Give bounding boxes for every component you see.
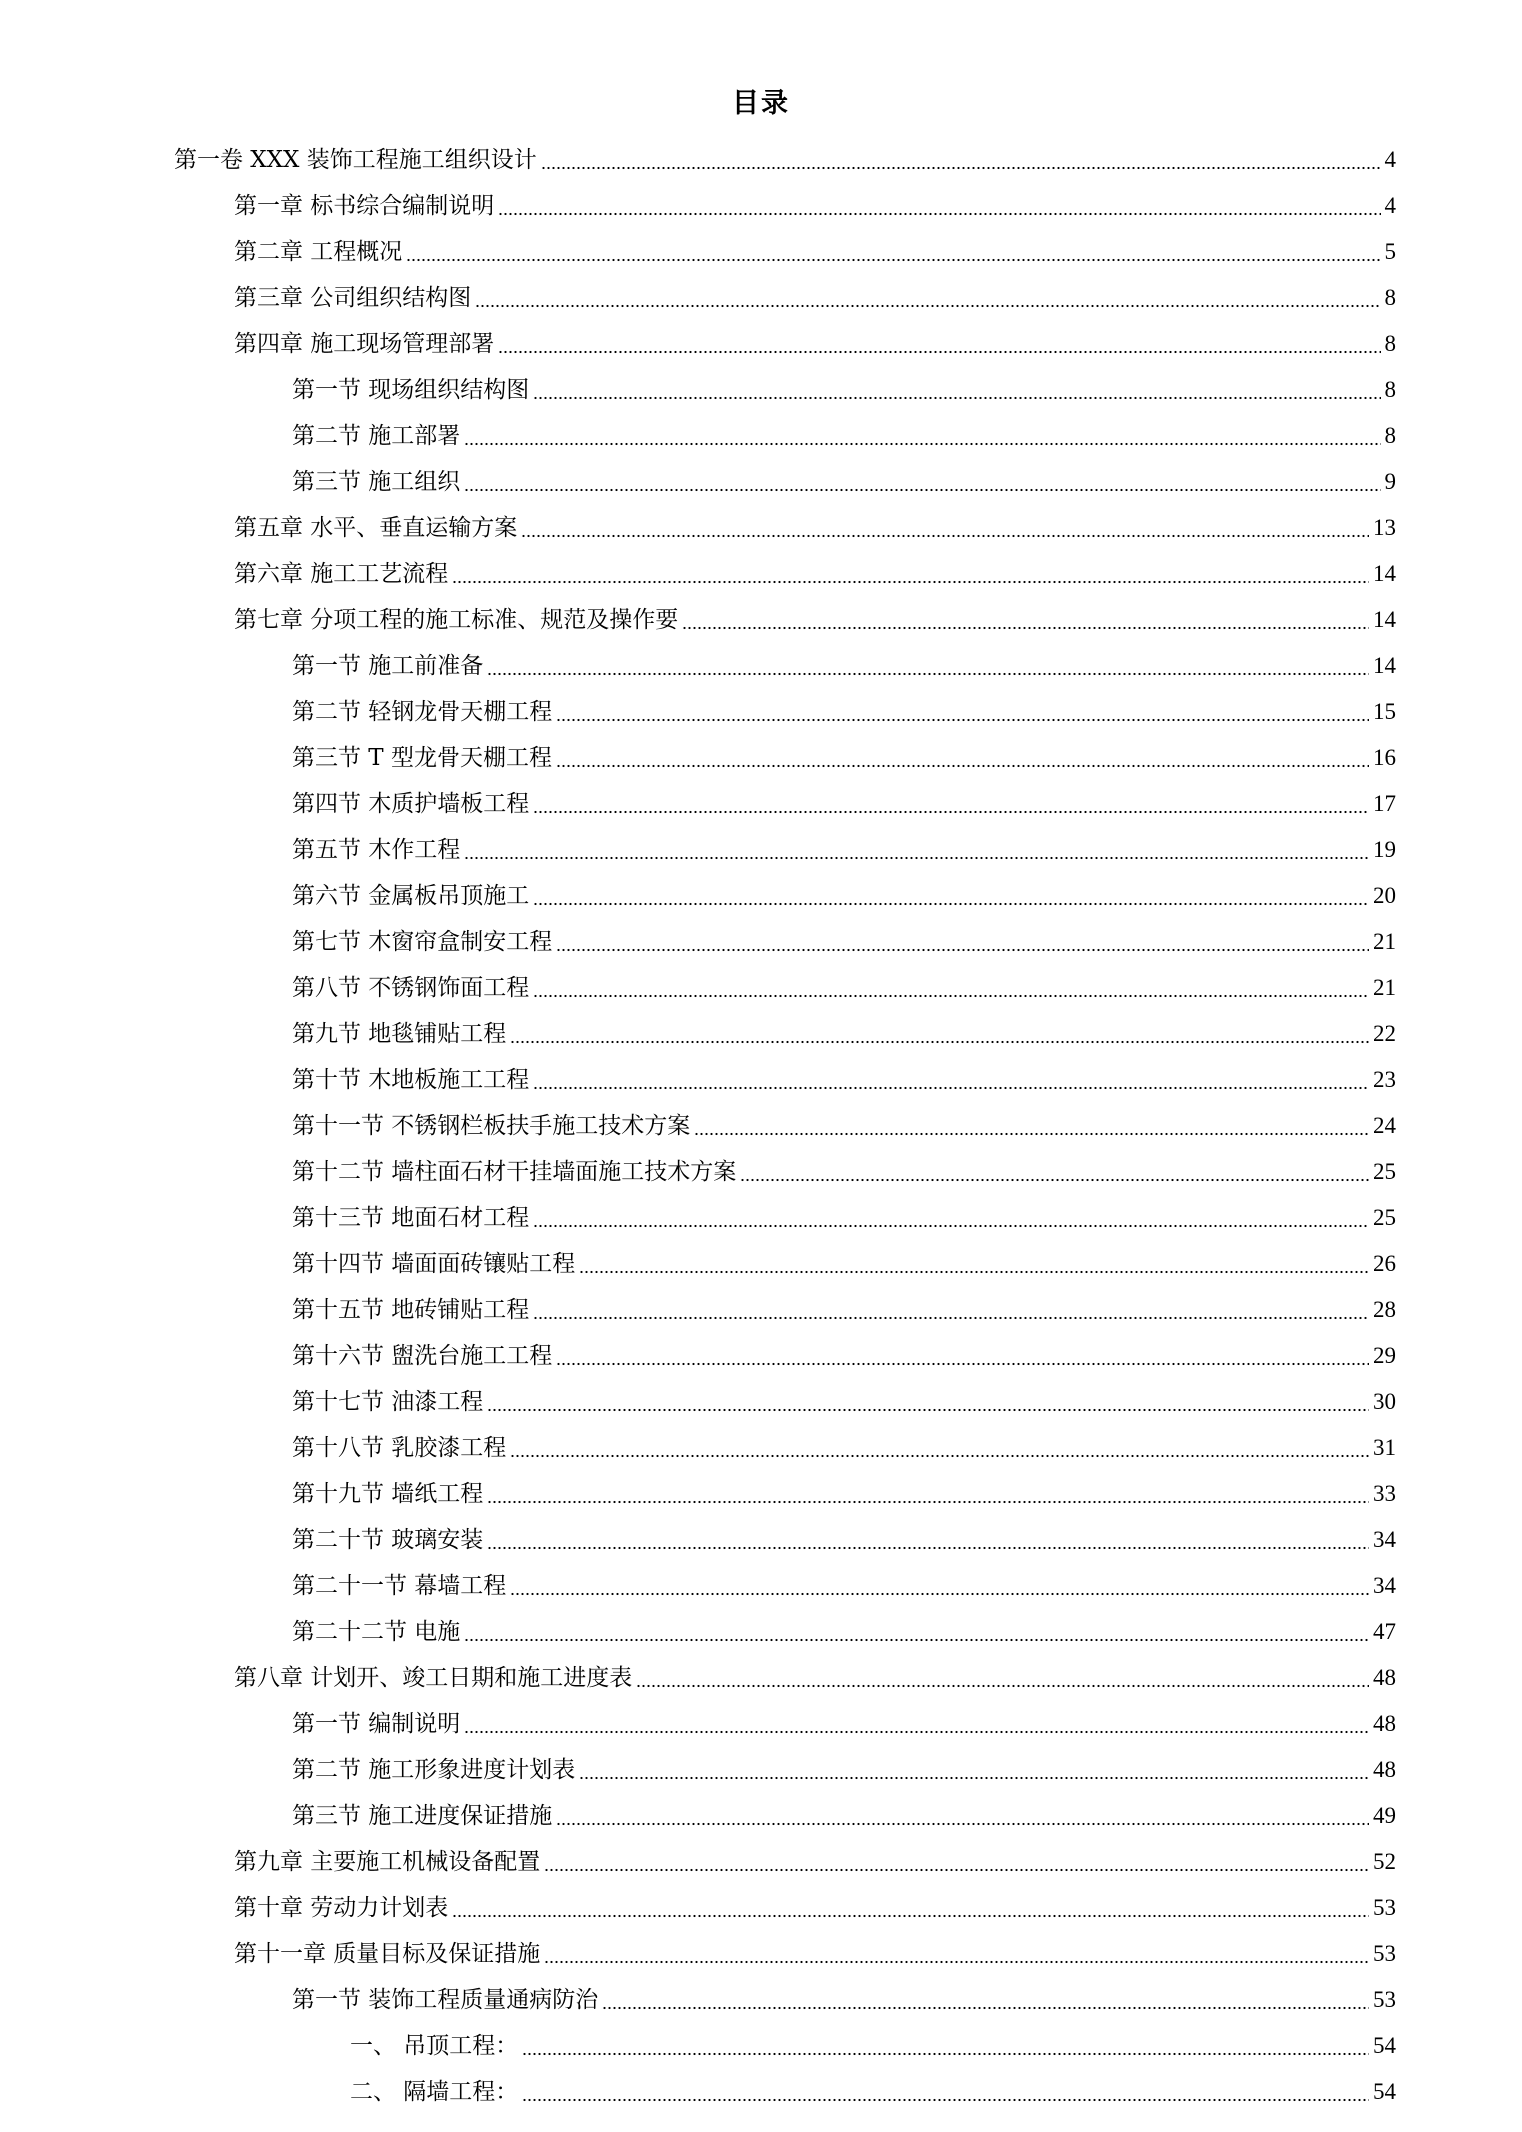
- dot-leader: [556, 697, 1369, 727]
- dot-leader: [533, 973, 1369, 1003]
- toc-entry-text: 第十四节 墙面面砖镶贴工程: [292, 1251, 576, 1277]
- dot-leader: [464, 1617, 1369, 1647]
- toc-entry-text: 第二十一节 幕墙工程: [292, 1573, 507, 1599]
- dot-leader: [740, 1157, 1369, 1187]
- toc-entry-text: 第一节 编制说明: [292, 1711, 461, 1737]
- toc-entry[interactable]: [292, 637, 1522, 683]
- dot-leader: [464, 421, 1380, 451]
- toc-entry[interactable]: [234, 315, 1522, 361]
- toc-page-number: 8: [1384, 285, 1396, 310]
- dot-leader: [487, 1525, 1369, 1555]
- toc-page-number: 30: [1373, 1389, 1396, 1414]
- dot-leader: [521, 513, 1369, 543]
- toc-page-number: 34: [1373, 1573, 1396, 1598]
- toc-entry[interactable]: [234, 1833, 1522, 1879]
- toc-entry-text: 第一节 装饰工程质量通病防治: [292, 1987, 599, 2013]
- toc-entry[interactable]: [292, 821, 1522, 867]
- toc-page-number: 34: [1373, 1527, 1396, 1552]
- toc-entry-text: 第一节 现场组织结构图: [292, 377, 530, 403]
- toc-entry-text: 第二节 施工形象进度计划表: [292, 1757, 576, 1783]
- toc-entry[interactable]: [292, 729, 1522, 775]
- toc-entry-text: 第六章 施工工艺流程: [234, 561, 449, 587]
- dot-leader: [579, 1755, 1369, 1785]
- dot-leader: [544, 1939, 1369, 1969]
- dot-leader: [682, 605, 1369, 635]
- toc-entry[interactable]: [292, 361, 1522, 407]
- toc-entry[interactable]: [234, 545, 1522, 591]
- dot-leader: [452, 1893, 1369, 1923]
- dot-leader: [487, 1479, 1369, 1509]
- dot-leader: [636, 1663, 1369, 1693]
- toc-page-number: 49: [1373, 1803, 1396, 1828]
- toc-entry[interactable]: [292, 1419, 1522, 1465]
- dot-leader: [522, 2077, 1369, 2107]
- toc-entry[interactable]: [292, 959, 1522, 1005]
- toc-entry-text: 一、 吊顶工程：: [350, 2033, 519, 2059]
- dot-leader: [541, 145, 1381, 175]
- toc-entry-text: 第十三节 地面石材工程: [292, 1205, 530, 1231]
- dot-leader: [694, 1111, 1369, 1141]
- toc-page-number: 14: [1373, 607, 1396, 632]
- toc-entry-text: 第一章 标书综合编制说明: [234, 193, 495, 219]
- toc-page-number: 4: [1384, 193, 1396, 218]
- toc-page-number: 8: [1384, 423, 1396, 448]
- toc-page-number: 23: [1373, 1067, 1396, 1092]
- dot-leader: [556, 1341, 1369, 1371]
- toc-entry[interactable]: [292, 1281, 1522, 1327]
- toc-entry-text: 第八章 计划开、竣工日期和施工进度表: [234, 1665, 633, 1691]
- toc-entry[interactable]: [234, 223, 1522, 269]
- toc-entry-text: 第六节 金属板吊顶施工: [292, 883, 530, 909]
- toc-page-number: 8: [1384, 331, 1396, 356]
- toc-page-number: 19: [1373, 837, 1396, 862]
- toc-entry-text: 第十九节 墙纸工程: [292, 1481, 484, 1507]
- toc-entry[interactable]: [292, 683, 1522, 729]
- dot-leader: [464, 835, 1369, 865]
- toc-page-number: 33: [1373, 1481, 1396, 1506]
- toc-entry[interactable]: [234, 269, 1522, 315]
- toc-entry[interactable]: [292, 1695, 1522, 1741]
- toc-entry[interactable]: [292, 1373, 1522, 1419]
- dot-leader: [579, 1249, 1369, 1279]
- toc-entry-text: 第九节 地毯铺贴工程: [292, 1021, 507, 1047]
- toc-page-number: 53: [1373, 1941, 1396, 1966]
- dot-leader: [533, 1065, 1369, 1095]
- toc-entry[interactable]: [292, 1097, 1522, 1143]
- toc-entry[interactable]: [292, 775, 1522, 821]
- toc-entry-text: 第一节 施工前准备: [292, 653, 484, 679]
- toc-page-number: 13: [1373, 515, 1396, 540]
- toc-page-number: 20: [1373, 883, 1396, 908]
- dot-leader: [556, 927, 1369, 957]
- dot-leader: [556, 1801, 1369, 1831]
- toc-page-number: 53: [1373, 1895, 1396, 1920]
- toc-page-number: 9: [1384, 469, 1396, 494]
- toc-entry[interactable]: [234, 1649, 1522, 1695]
- toc-page-number: 25: [1373, 1159, 1396, 1184]
- toc-page-number: 17: [1373, 791, 1396, 816]
- toc-page-number: 25: [1373, 1205, 1396, 1230]
- toc-entry-text: 二、 隔墙工程：: [350, 2079, 519, 2105]
- dot-leader: [406, 237, 1380, 267]
- toc-list: [0, 131, 1522, 2109]
- toc-entry[interactable]: [292, 867, 1522, 913]
- toc-page-number: 54: [1373, 2079, 1396, 2104]
- toc-page-number: 28: [1373, 1297, 1396, 1322]
- toc-entry[interactable]: [234, 591, 1522, 637]
- toc-page-number: 53: [1373, 1987, 1396, 2012]
- toc-entry-text: 第十一章 质量目标及保证措施: [234, 1941, 541, 1967]
- toc-entry-text: 第二章 工程概况: [234, 239, 403, 265]
- toc-entry[interactable]: [234, 499, 1522, 545]
- toc-entry-text: 第五节 木作工程: [292, 837, 461, 863]
- dot-leader: [533, 789, 1369, 819]
- toc-entry[interactable]: [292, 1465, 1522, 1511]
- toc-entry-text: 第八节 不锈钢饰面工程: [292, 975, 530, 1001]
- toc-entry-text: 第七章 分项工程的施工标准、规范及操作要: [234, 607, 679, 633]
- toc-page-number: 21: [1373, 975, 1396, 1000]
- toc-page-number: 47: [1373, 1619, 1396, 1644]
- toc-entry-text: 第四章 施工现场管理部署: [234, 331, 495, 357]
- toc-entry-text: 第十五节 地砖铺贴工程: [292, 1297, 530, 1323]
- toc-page-number: 48: [1373, 1665, 1396, 1690]
- toc-entry[interactable]: [292, 1741, 1522, 1787]
- toc-entry-text: 第二节 施工部署: [292, 423, 461, 449]
- toc-entry-text: 第三节 T 型龙骨天棚工程: [292, 745, 552, 771]
- toc-page-number: 48: [1373, 1711, 1396, 1736]
- toc-entry-text: 第十七节 油漆工程: [292, 1389, 484, 1415]
- dot-leader: [533, 1203, 1369, 1233]
- toc-entry[interactable]: [292, 1787, 1522, 1833]
- toc-title: 目录: [732, 88, 790, 119]
- toc-page-number: 29: [1373, 1343, 1396, 1368]
- toc-entry-text: 第十节 木地板施工工程: [292, 1067, 530, 1093]
- toc-page-number: 52: [1373, 1849, 1396, 1874]
- dot-leader: [452, 559, 1369, 589]
- toc-entry[interactable]: [292, 1235, 1522, 1281]
- dot-leader: [475, 283, 1380, 313]
- toc-page-number: 14: [1373, 653, 1396, 678]
- toc-page-number: 26: [1373, 1251, 1396, 1276]
- toc-page-number: 21: [1373, 929, 1396, 954]
- toc-entry[interactable]: [292, 1005, 1522, 1051]
- toc-entry[interactable]: [350, 2063, 1522, 2109]
- dot-leader: [522, 2031, 1369, 2061]
- toc-entry[interactable]: [292, 453, 1522, 499]
- toc-entry-text: 第十二节 墙柱面石材干挂墙面施工技术方案: [292, 1159, 737, 1185]
- toc-entry-text: 第五章 水平、垂直运输方案: [234, 515, 518, 541]
- dot-leader: [510, 1571, 1369, 1601]
- toc-page-number: 54: [1373, 2033, 1396, 2058]
- toc-page-number: 48: [1373, 1757, 1396, 1782]
- toc-entry[interactable]: [292, 1557, 1522, 1603]
- dot-leader: [510, 1019, 1369, 1049]
- toc-page-number: 15: [1373, 699, 1396, 724]
- toc-entry[interactable]: [292, 913, 1522, 959]
- toc-entry[interactable]: [292, 1511, 1522, 1557]
- dot-leader: [556, 743, 1369, 773]
- toc-entry[interactable]: [174, 131, 1522, 177]
- toc-entry-text: 第十一节 不锈钢栏板扶手施工技术方案: [292, 1113, 691, 1139]
- toc-entry-text: 第二十二节 电施: [292, 1619, 461, 1645]
- toc-entry-text: 第四节 木质护墙板工程: [292, 791, 530, 817]
- toc-entry-text: 第二节 轻钢龙骨天棚工程: [292, 699, 553, 725]
- toc-entry[interactable]: [292, 1051, 1522, 1097]
- toc-entry-text: 第三节 施工进度保证措施: [292, 1803, 553, 1829]
- dot-leader: [533, 881, 1369, 911]
- dot-leader: [533, 1295, 1369, 1325]
- toc-entry[interactable]: [292, 1143, 1522, 1189]
- toc-entry-text: 第十六节 盥洗台施工工程: [292, 1343, 553, 1369]
- toc-page-number: 31: [1373, 1435, 1396, 1460]
- toc-page-number: 24: [1373, 1113, 1396, 1138]
- toc-entry-text: 第十章 劳动力计划表: [234, 1895, 449, 1921]
- toc-entry-text: 第三节 施工组织: [292, 469, 461, 495]
- dot-leader: [498, 191, 1380, 221]
- toc-entry[interactable]: [292, 1971, 1522, 2017]
- toc-entry-text: 第十八节 乳胶漆工程: [292, 1435, 507, 1461]
- toc-entry[interactable]: [234, 177, 1522, 223]
- toc-entry[interactable]: [292, 1603, 1522, 1649]
- toc-entry-text: 第七节 木窗帘盒制安工程: [292, 929, 553, 955]
- toc-entry-text: 第三章 公司组织结构图: [234, 285, 472, 311]
- toc-page-number: 16: [1373, 745, 1396, 770]
- toc-entry[interactable]: [292, 407, 1522, 453]
- dot-leader: [464, 467, 1380, 497]
- dot-leader: [602, 1985, 1369, 2015]
- dot-leader: [487, 1387, 1369, 1417]
- dot-leader: [487, 651, 1369, 681]
- dot-leader: [498, 329, 1380, 359]
- dot-leader: [464, 1709, 1369, 1739]
- toc-entry[interactable]: [234, 1925, 1522, 1971]
- toc-entry[interactable]: [292, 1327, 1522, 1373]
- toc-entry[interactable]: [350, 2017, 1522, 2063]
- dot-leader: [533, 375, 1380, 405]
- dot-leader: [510, 1433, 1369, 1463]
- toc-page-number: 14: [1373, 561, 1396, 586]
- toc-entry-text: 第二十节 玻璃安装: [292, 1527, 484, 1553]
- toc-page-number: 5: [1384, 239, 1396, 264]
- toc-page-number: 22: [1373, 1021, 1396, 1046]
- toc-entry[interactable]: [292, 1189, 1522, 1235]
- toc-entry-text: 第九章 主要施工机械设备配置: [234, 1849, 541, 1875]
- toc-page-number: 4: [1384, 147, 1396, 172]
- toc-page-number: 8: [1384, 377, 1396, 402]
- toc-entry[interactable]: [234, 1879, 1522, 1925]
- dot-leader: [544, 1847, 1369, 1877]
- toc-entry-text: 第一卷 XXX 装饰工程施工组织设计: [174, 147, 537, 173]
